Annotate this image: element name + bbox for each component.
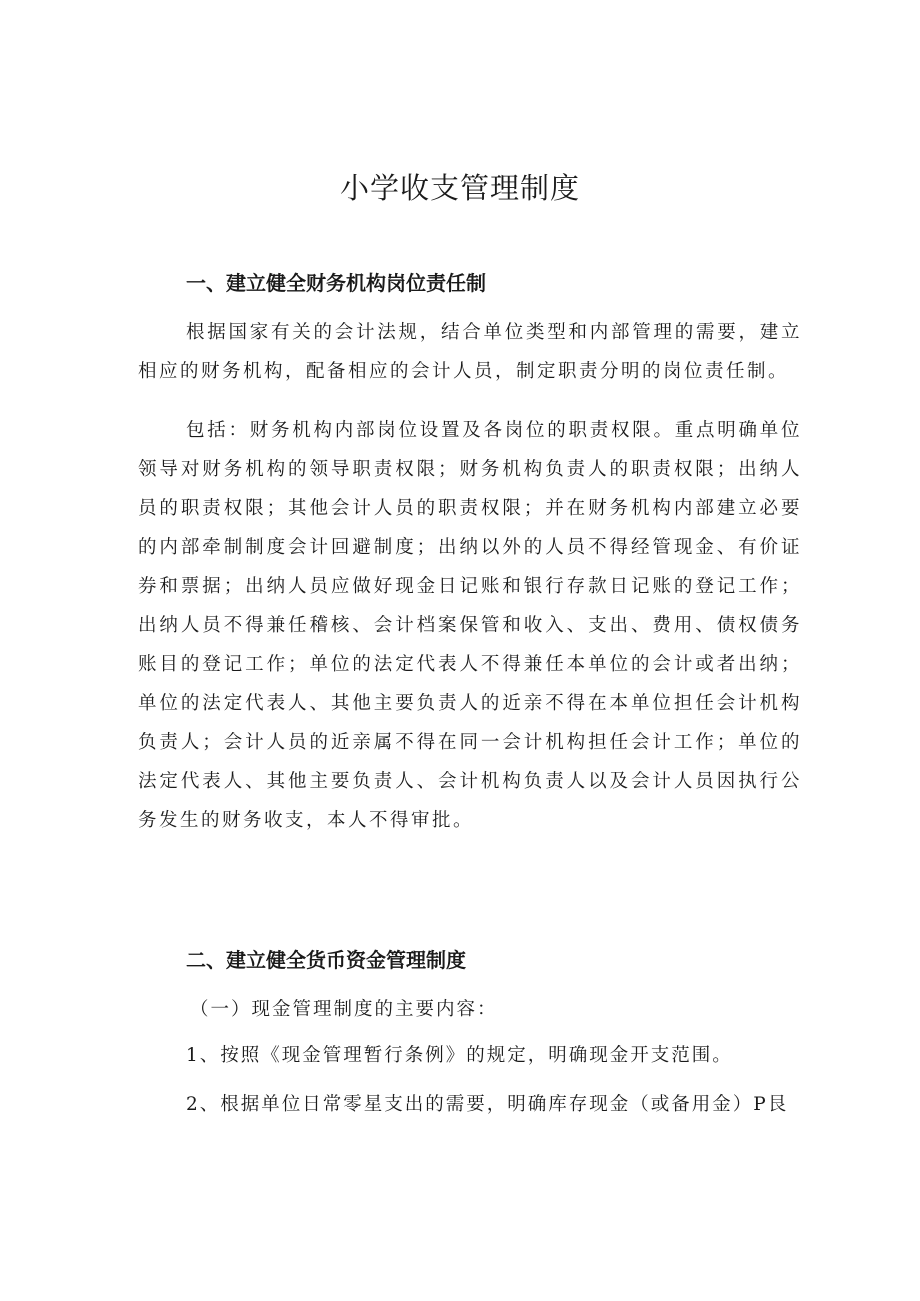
subsection-heading: （一）现金管理制度的主要内容： bbox=[190, 999, 498, 1020]
document-title: 小学收支管理制度 bbox=[339, 171, 580, 205]
list-item-1: 1、按照《现金管理暂行条例》的规定，明确现金开支范围。 bbox=[186, 1045, 733, 1066]
paragraph-2: 包括：财务机构内部岗位设置及各岗位的职责权限。重点明确单位领导对财务机构的领导职责权限；财务机构负责人的职责权限；出纳人员的职责权限；其他会计人员的职责权限；并在财务机构内部建立必要的内部牵制制度会计回避制度；出纳以外的人员不得经管现金、有价证券和票据；出纳人员应做好现金日记账和银行存款日记账的登记工作；出纳人员不得兼任稽核、会计档案保管和收入、支出、费用、债权债务账目的登记工作；单位的法定代表人不得兼任本单位的会计或者出纳；单位的法定代表人、其他主要负责人的近亲不得在本单位担任会计机构负责人；会计人员的近亲属不得在同一会计机构担任会计工作；单位的法定代表人、其他主要负责人、会计机构负责人以及会计人员因执行公务发生的财务收支，本人不得审批。 bbox=[138, 420, 802, 831]
paragraph-1: 根据国家有关的会计法规，结合单位类型和内部管理的需要，建立相应的财务机构，配备相应的会计人员，制定职责分明的岗位责任制。 bbox=[138, 322, 802, 382]
list-item-2: 2、根据单位日常零星支出的需要，明确库存现金（或备用金）P艮 bbox=[186, 1094, 789, 1115]
section-heading-2: 二、建立健全货币资金管理制度 bbox=[186, 948, 466, 972]
section-heading-1: 一、建立健全财务机构岗位责任制 bbox=[186, 271, 486, 295]
